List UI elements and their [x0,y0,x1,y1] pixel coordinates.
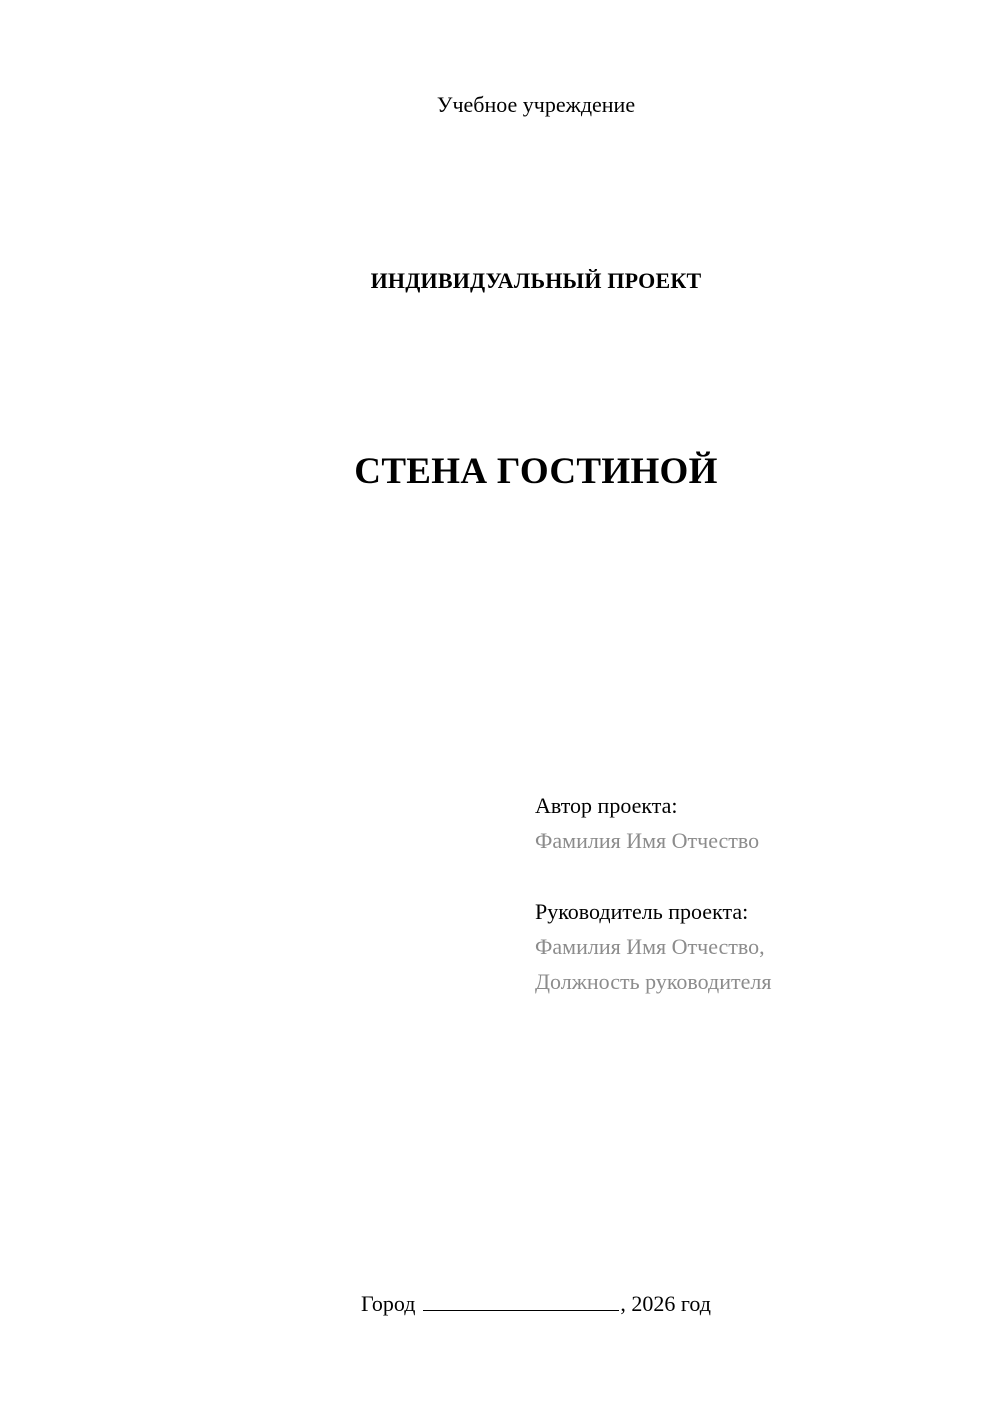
institution-name: Учебное учреждение [436,92,636,117]
supervisor-position: Должность руководителя [535,969,772,994]
project-title: СТЕНА ГОСТИНОЙ [354,451,718,492]
document-type-heading: ИНДИВИДУАЛЬНЫЙ ПРОЕКТ [370,268,702,293]
author-label: Автор проекта: [535,793,678,818]
footer-city-year [0,1290,1000,1317]
city-label: Город [361,1291,416,1316]
project-info-block [535,788,975,999]
info-spacer [535,858,975,894]
supervisor-name: Фамилия Имя Отчество, [535,934,765,959]
supervisor-label: Руководитель проекта: [535,899,749,924]
author-name: Фамилия Имя Отчество [535,828,760,853]
year-text: , 2026 год [620,1291,711,1316]
city-blank-line [423,1290,619,1311]
